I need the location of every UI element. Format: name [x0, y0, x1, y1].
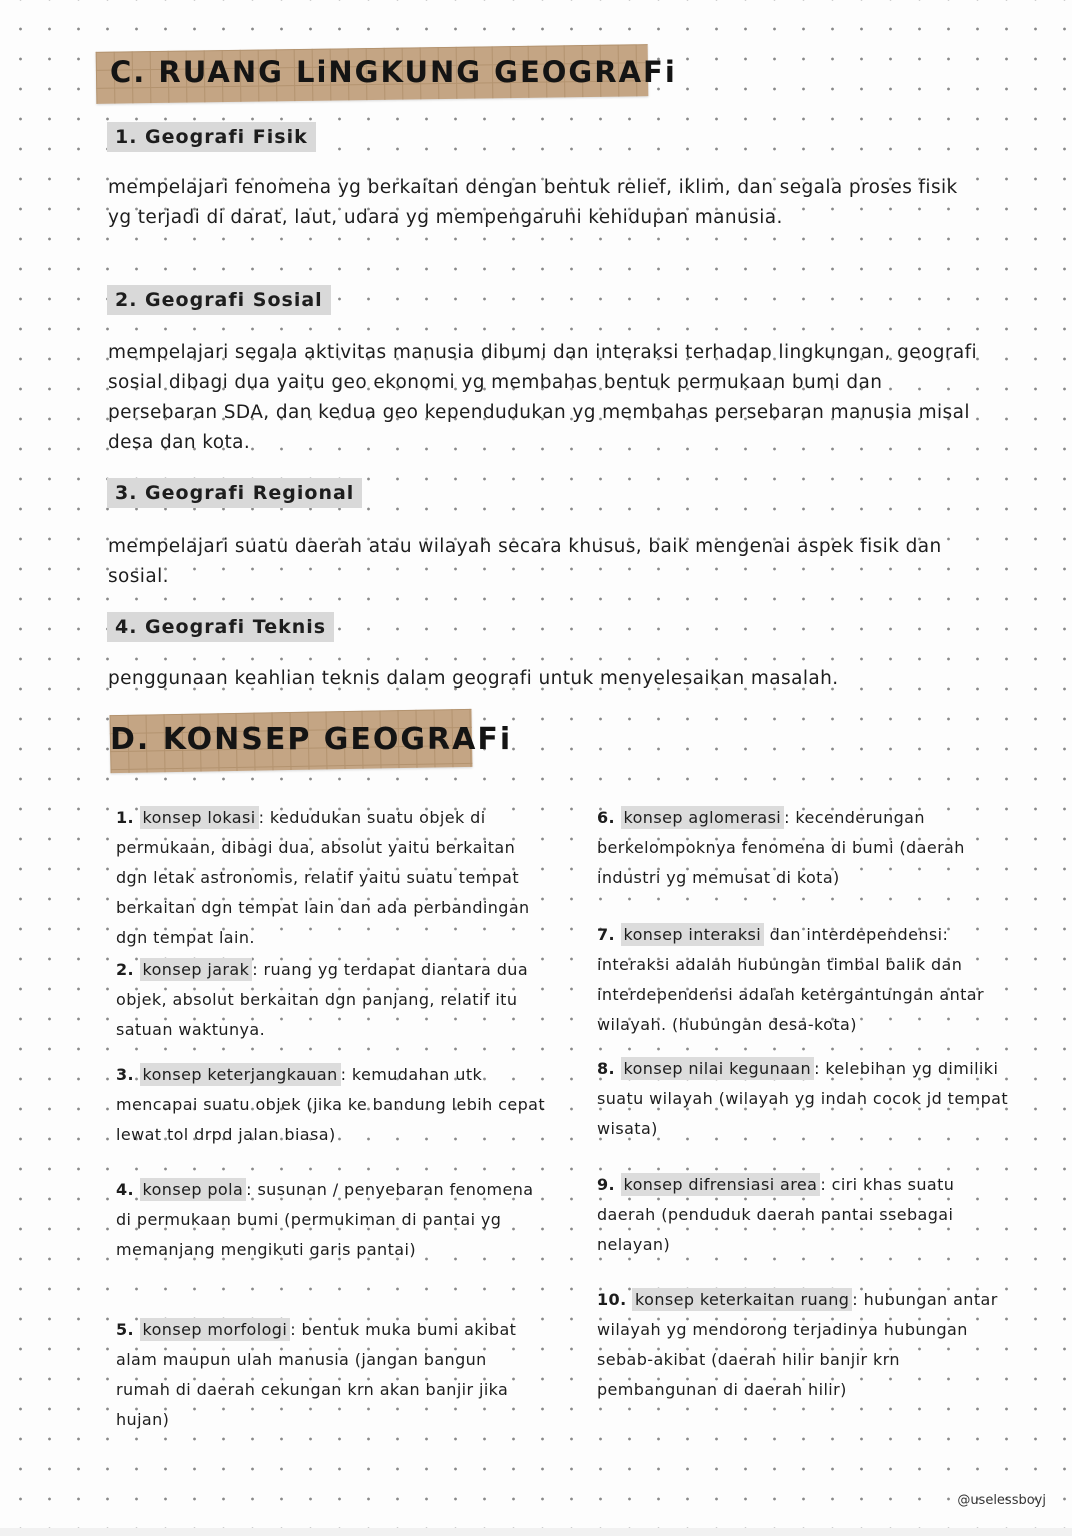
bottom-strip [0, 1528, 1072, 1536]
body-geografi-teknis: penggunaan keahlian teknis dalam geografi untuk menyelesaikan masalah. [108, 668, 839, 689]
concept-item [597, 1285, 1017, 1405]
concept-term: konsep nilai kegunaan [621, 1057, 815, 1080]
concept-number: 5. [116, 1320, 135, 1339]
concept-term: konsep lokasi [140, 806, 259, 829]
concept-desc: : kemudahan utk mencapai suatu objek (jika ke bandung lebih cepat lewat tol drpd jalan biasa) [116, 1065, 546, 1144]
concept-desc: : kecenderungan berkelompoknya fenomena di bumi (daerah industri yg memusat di kota) [597, 808, 965, 887]
concept-number: 3. [116, 1065, 135, 1084]
concept-term: konsep difrensiasi area [621, 1173, 821, 1196]
concept-desc: : ciri khas suatu daerah (penduduk daerah pantai ssebagai nelayan) [597, 1175, 955, 1254]
concept-number: 1. [116, 808, 135, 827]
concept-item [597, 1054, 1017, 1144]
section-c-title: C. RUANG LiNGKUNG GEOGRAFi [110, 55, 677, 89]
concept-number: 2. [116, 960, 135, 979]
concept-desc: dan interdependensi: interaksi adalah hubungan timbal balik dan interdependensi adalah ketergantungan antar wilayah. (hubungan desa-kota) [597, 925, 984, 1034]
body-geografi-sosial: mempelajari segala aktivitas manusia dibumi dan interaksi terhadap lingkungan, geografi sosial dibagi dua yaitu geo ekonomi yg membahas bentuk permukaan bumi dan persebaran SDA, dan kedua geo kependudukan yg membahas persebaran manusia misal desa dan kota. [108, 342, 978, 453]
concept-desc: : bentuk muka bumi akibat alam maupun ulah manusia (jangan bangun rumah di daerah cekungan krn akan banjir jika hujan) [116, 1320, 517, 1429]
heading-geografi-sosial: 2. Geografi Sosial [107, 285, 331, 315]
concept-item [116, 1315, 546, 1435]
concept-number: 6. [597, 808, 616, 827]
concept-number: 4. [116, 1180, 135, 1199]
concept-item [597, 803, 1017, 893]
concept-number: 10. [597, 1290, 627, 1309]
concept-desc: : kelebihan yg dimiliki suatu wilayah (wilayah yg indah cocok jd tempat wisata) [597, 1059, 1009, 1138]
concept-item [597, 920, 1017, 1040]
body-geografi-regional: mempelajari suatu daerah atau wilayah secara khusus, baik mengenai aspek fisik dan sosial. [108, 536, 942, 587]
author-watermark: @uselessboyj [957, 1493, 1046, 1508]
concept-item [116, 803, 546, 953]
heading-geografi-regional: 3. Geografi Regional [107, 478, 362, 508]
concept-term: konsep interaksi [621, 923, 765, 946]
concept-desc: : hubungan antar wilayah yg mendorong terjadinya hubungan sebab-akibat (daerah hilir banjir krn pembangunan di daerah hilir) [597, 1290, 998, 1399]
heading-geografi-fisik: 1. Geografi Fisik [107, 122, 316, 152]
concept-number: 7. [597, 925, 616, 944]
concept-term: konsep aglomerasi [621, 806, 785, 829]
concept-number: 8. [597, 1059, 616, 1078]
concept-item [116, 1060, 546, 1150]
concept-desc: : susunan / penyebaran fenomena di permukaan bumi (permukiman di pantai yg memanjang mengikuti garis pantai) [116, 1180, 534, 1259]
concept-term: konsep pola [140, 1178, 247, 1201]
concept-desc: : kedudukan suatu objek di permukaan, dibagi dua, absolut yaitu berkaitan dgn letak astronomis, relatif yaitu suatu tempat berkaitan dgn tempat lain dan ada perbandingan dgn tempat lain. [116, 808, 530, 947]
concept-desc: : ruang yg terdapat diantara dua objek, absolut berkaitan dgn panjang, relatif itu satuan waktunya. [116, 960, 529, 1039]
concept-item [116, 1175, 546, 1265]
concept-term: konsep keterkaitan ruang [632, 1288, 852, 1311]
concept-number: 9. [597, 1175, 616, 1194]
heading-geografi-teknis: 4. Geografi Teknis [107, 612, 334, 642]
concept-item [597, 1170, 1017, 1260]
concept-term: konsep jarak [140, 958, 253, 981]
concept-item [116, 955, 546, 1045]
body-geografi-fisik: mempelajari fenomena yg berkaitan dengan bentuk relief, iklim, dan segala proses fisik yg terjadi di darat, laut, udara yg mempengaruhi kehidupan manusia. [108, 177, 958, 228]
section-d-title: D. KONSEP GEOGRAFi [110, 722, 513, 757]
concept-term: konsep morfologi [140, 1318, 291, 1341]
concept-term: konsep keterjangkauan [140, 1063, 341, 1086]
